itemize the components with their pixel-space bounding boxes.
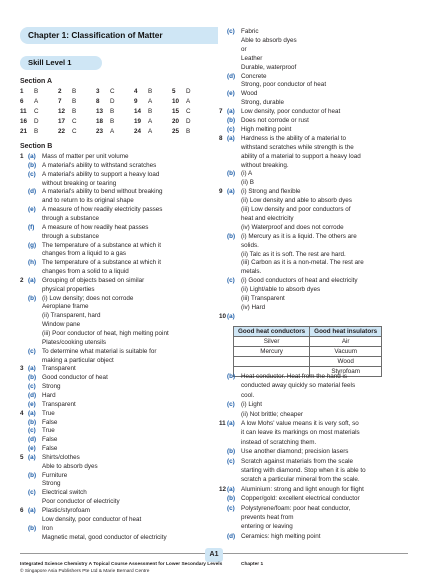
- question-number: 20: [172, 118, 180, 125]
- part-label: (a): [28, 507, 36, 514]
- answer-text: A material's ability to bend without breaking: [42, 188, 163, 196]
- question-number: 7: [219, 108, 223, 116]
- part-label: (a): [227, 108, 235, 116]
- part-label: (a): [227, 420, 235, 427]
- question-number: 6: [20, 507, 24, 514]
- answer-text: (ii) Light/able to absorb dyes: [241, 286, 321, 294]
- answer-text: Hard: [42, 391, 56, 399]
- answer-text: True: [42, 409, 55, 417]
- answer-text: solids.: [241, 241, 259, 249]
- question-number: 24: [134, 128, 142, 135]
- answer-text: Aluminium: strong and light enough for flight: [241, 485, 364, 493]
- page-number: A1: [205, 548, 223, 562]
- answer-text: entering or leaving: [241, 523, 293, 531]
- answer-letter: B: [148, 108, 153, 115]
- part-label: (a): [28, 453, 36, 461]
- part-label: (c): [28, 427, 36, 435]
- answer-text: Able to absorb dyes: [241, 36, 297, 44]
- answer-text: cool.: [241, 391, 255, 399]
- question-number: 21: [20, 128, 28, 135]
- answer-text: (i) Mercury as it is a liquid. The others are: [241, 232, 357, 240]
- answer-text: (ii) Talc as it is soft. The rest are hard.: [241, 250, 346, 258]
- answer-text: Able to absorb dyes: [42, 462, 98, 470]
- answer-letter: B: [72, 108, 77, 115]
- part-label: (b): [28, 418, 37, 426]
- part-label: (c): [227, 125, 235, 133]
- part-label: (e): [28, 400, 36, 408]
- answer-text: Plastic/styrofoam: [42, 507, 90, 514]
- answer-text: The temperature of a substance at which it: [42, 241, 162, 249]
- question-number: 3: [96, 88, 100, 95]
- answer-letter: B: [186, 128, 191, 135]
- question-number: 14: [134, 108, 142, 115]
- answer-text: Copper/gold: excellent electrical conductor: [241, 495, 360, 503]
- answer-text: Strong: [42, 480, 61, 488]
- answer-text: changes from a liquid to a gas: [42, 250, 127, 258]
- footer-chapter: Chapter 1: [241, 562, 264, 567]
- answer-letter: B: [34, 88, 39, 95]
- answer-text: False: [42, 436, 58, 444]
- part-label: (e): [28, 206, 36, 214]
- answer-text: starting with diamond. Stop when it is able to: [241, 467, 366, 474]
- question-number: 6: [20, 98, 24, 105]
- table-cell: [234, 357, 310, 367]
- table-row: [234, 357, 382, 367]
- chapter-title: Chapter 1: Classification of Matter: [28, 30, 163, 40]
- answer-text: it can leave its markings on most materials: [241, 429, 360, 437]
- question-number: 19: [134, 118, 142, 125]
- answer-letter: D: [186, 118, 191, 125]
- answer-letter: A: [148, 118, 153, 125]
- table-header: Good heat insulators: [310, 327, 382, 337]
- answer-letter: B: [110, 118, 115, 125]
- answer-letter: D: [110, 98, 115, 105]
- answer-text: Fabric: [241, 28, 259, 35]
- question-number: 8: [96, 98, 100, 105]
- part-label: (c): [28, 489, 36, 497]
- answer-letter: C: [72, 118, 77, 125]
- answer-text: Shirts/clothes: [42, 453, 80, 461]
- footer-copyright: © Singapore Asia Publishers Pte Ltd & Marie Bernard Centre: [20, 569, 150, 574]
- part-label: (a): [227, 134, 235, 142]
- answer-letter: A: [34, 98, 39, 105]
- answer-text: Durable, waterproof: [241, 63, 297, 71]
- part-label: (a): [28, 365, 36, 373]
- answer-text: (i) Low density; does not corrode: [42, 294, 134, 302]
- answer-text: (ii) Low density and able to absorb dyes: [241, 197, 352, 205]
- part-label: (b): [28, 524, 37, 532]
- part-label: (e): [227, 90, 235, 98]
- answer-text: (iii) Transparent: [241, 295, 285, 302]
- question-number: 10: [172, 98, 180, 105]
- answer-text: (ii) Not brittle; cheaper: [241, 410, 303, 418]
- question-number: 17: [58, 118, 66, 125]
- answer-letter: C: [34, 108, 39, 115]
- answer-text: (iv) Waterproof and does not corrode: [241, 223, 344, 231]
- table-cell: Wood: [310, 357, 382, 367]
- question-number: 7: [58, 98, 62, 105]
- question-number: 9: [134, 98, 138, 105]
- section-b-heading: Section B: [20, 143, 53, 150]
- part-label: (c): [28, 383, 36, 391]
- answer-text: Polystyrene/foam: poor heat conductor,: [241, 504, 351, 512]
- answer-text: Good conductor of heat: [42, 374, 108, 382]
- answer-text: To determine what material is suitable for: [42, 347, 157, 355]
- answer-text: Transparent: [42, 365, 76, 373]
- answer-text: Furniture: [42, 471, 68, 479]
- part-label: (c): [227, 277, 235, 285]
- answer-text: Iron: [42, 524, 53, 532]
- answer-text: (ii) Transparent, hard: [42, 312, 101, 320]
- answer-text: Grouping of objects based on similar: [42, 276, 145, 284]
- answer-letter: B: [148, 88, 153, 95]
- answer-text: changes from a solid to a liquid: [42, 268, 129, 276]
- part-label: (c): [28, 170, 36, 178]
- part-label: (b): [227, 117, 236, 124]
- answer-letter: B: [110, 108, 115, 115]
- question-number: 12: [58, 108, 66, 115]
- answer-text: Scratch against materials from the scale: [241, 457, 353, 465]
- part-label: (h): [28, 259, 37, 267]
- question-number: 4: [134, 88, 138, 95]
- question-number: 1: [20, 153, 24, 160]
- answer-letter: C: [186, 108, 191, 115]
- answer-text: Heat conductor. Heat from the hand is: [241, 373, 348, 380]
- question-number: 13: [96, 108, 104, 115]
- part-label: (a): [227, 485, 235, 493]
- part-label: (d): [28, 391, 37, 399]
- answer-text: through a substance: [42, 232, 100, 240]
- answer-text: Aeroplane frame: [42, 303, 89, 311]
- part-label: (b): [227, 170, 236, 178]
- question-number: 15: [172, 108, 180, 115]
- part-label: (e): [28, 445, 36, 453]
- answer-text: (iv) Hard: [241, 303, 266, 311]
- question-number: 23: [96, 128, 104, 135]
- part-label: (b): [28, 161, 37, 169]
- part-label: (b): [227, 373, 236, 380]
- part-label: (d): [28, 188, 37, 196]
- question-number: 5: [20, 453, 24, 461]
- answer-text: physical properties: [42, 285, 95, 293]
- part-label: (b): [28, 374, 37, 382]
- part-label: (c): [227, 28, 235, 35]
- answer-letter: A: [148, 128, 153, 135]
- answer-letter: B: [72, 98, 77, 105]
- question-number: 4: [20, 409, 24, 417]
- part-label: (a): [28, 276, 36, 284]
- table-cell: Silver: [234, 337, 310, 347]
- answer-text: and to return to its original shape: [42, 197, 134, 205]
- section-a-heading: Section A: [20, 78, 53, 85]
- question-number: 11: [20, 108, 27, 115]
- part-label: (b): [28, 294, 37, 302]
- part-label: (g): [28, 241, 37, 249]
- question-number: 1: [20, 88, 24, 95]
- answer-text: scratch a particular mineral from the scale.: [241, 476, 360, 484]
- table-row: [234, 337, 382, 347]
- part-label: (d): [28, 436, 37, 444]
- table-row: [234, 347, 382, 357]
- question-number: 2: [58, 88, 62, 95]
- table-cell: Vacuum: [310, 347, 382, 357]
- part-label: (d): [227, 72, 236, 80]
- skill-level-banner: [20, 56, 102, 70]
- part-label: (a): [227, 188, 235, 196]
- table-cell: Air: [310, 337, 382, 347]
- part-label: (c): [28, 347, 36, 355]
- question-number: 12: [219, 485, 227, 493]
- part-label: (a): [28, 153, 36, 160]
- answer-text: Strong, durable: [241, 99, 285, 107]
- footer-book-title: Integrated Science Chemistry A Topical Course Assessment for Lower Secondary Levels: [20, 562, 223, 567]
- answer-text: Ceramics: high melting point: [241, 532, 321, 540]
- question-number: 10: [219, 312, 227, 320]
- answer-text: (i) Strong and flexible: [241, 188, 301, 196]
- answer-text: High melting point: [241, 125, 292, 133]
- answer-text: Low density, poor conductor of heat: [241, 108, 341, 116]
- answer-text: A material's ability to withstand scratches: [42, 161, 157, 169]
- part-label: (f): [28, 223, 35, 231]
- answer-text: A material's ability to support a heavy load: [42, 170, 160, 178]
- answer-text: Poor conductor of electricity: [42, 498, 120, 506]
- answer-letter: A: [148, 98, 153, 105]
- answer-text: Use another diamond; precision lasers: [241, 448, 349, 456]
- answer-text: Strong: [42, 383, 61, 391]
- answer-text: metals.: [241, 268, 262, 276]
- part-label: (c): [227, 401, 235, 409]
- question-number: 11: [219, 420, 226, 427]
- question-number: 22: [58, 128, 66, 135]
- table-cell: Mercury: [234, 347, 310, 357]
- answer-text: making a particular object: [42, 356, 114, 364]
- answer-text: False: [42, 418, 58, 426]
- question-number: 16: [20, 118, 28, 125]
- skill-level-title: Skill Level 1: [28, 58, 72, 67]
- question-number: 5: [172, 88, 176, 95]
- answer-text: through a substance: [42, 214, 100, 222]
- answer-text: False: [42, 445, 58, 453]
- answer-text: True: [42, 427, 55, 435]
- answer-text: (iii) Poor conductor of heat, high melting point: [42, 330, 169, 337]
- answer-text: (i) A: [241, 170, 253, 178]
- answer-letter: D: [34, 118, 39, 125]
- answer-text: or: [241, 45, 247, 53]
- answer-text: Hardness is the ability of a material to: [241, 134, 346, 142]
- answer-text: Mass of matter per unit volume: [42, 153, 129, 160]
- table-cell: Styrofoam: [310, 367, 382, 377]
- answer-text: heat and electricity: [241, 214, 294, 222]
- question-number: 9: [219, 188, 223, 196]
- answer-text: instead of scratching them.: [241, 438, 317, 446]
- answer-text: (iii) Carbon as it is a non-metal. The rest are: [241, 259, 364, 267]
- answer-text: Window pane: [42, 321, 81, 329]
- answer-text: A measure of how readily heat passes: [42, 223, 149, 231]
- heat-conductors-table: [233, 326, 382, 377]
- part-label: (c): [227, 504, 235, 512]
- answer-letter: C: [110, 88, 115, 95]
- part-label: (b): [227, 495, 236, 503]
- part-label: (b): [227, 448, 236, 456]
- question-number: 2: [20, 276, 24, 284]
- answer-letter: B: [72, 88, 77, 95]
- answer-text: (iii) Low density and poor conductors of: [241, 206, 351, 213]
- answer-text: A low Mohs' value means it is very soft, so: [241, 420, 359, 427]
- answer-text: Strong, poor conductor of heat: [241, 81, 327, 89]
- answer-text: Low density, poor conductor of heat: [42, 515, 142, 523]
- answer-text: withstand scratches while strength is the: [241, 143, 354, 151]
- answer-letter: C: [72, 128, 77, 135]
- answer-text: Transparent: [42, 400, 76, 408]
- part-label: (c): [227, 457, 235, 465]
- answer-letter: B: [34, 128, 39, 135]
- question-number: 25: [172, 128, 180, 135]
- answer-text: Leather: [241, 54, 263, 62]
- answer-text: A measure of how readily electricity passes: [42, 206, 163, 214]
- answer-text: Plates/cooking utensils: [42, 338, 107, 346]
- answer-text: (ii) B: [241, 179, 254, 187]
- answer-letter: A: [186, 98, 191, 105]
- question-number: 18: [96, 118, 104, 125]
- answer-text: Wood: [241, 90, 258, 98]
- answer-text: (i) Good conductors of heat and electricity: [241, 277, 358, 285]
- answer-text: (i) Light: [241, 401, 262, 409]
- answer-letter: D: [186, 88, 191, 95]
- question-number: 8: [219, 134, 223, 142]
- answer-text: The temperature of a substance at which it: [42, 259, 162, 267]
- part-label: (b): [28, 471, 37, 479]
- answer-text: Concrete: [241, 72, 267, 80]
- answer-text: without breaking.: [241, 161, 289, 169]
- part-label: (a): [227, 312, 235, 320]
- question-number: 3: [20, 365, 24, 373]
- answer-text: ability of a material to support a heavy load: [241, 152, 361, 160]
- chapter-banner: [20, 27, 218, 44]
- answer-text: Electrical switch: [42, 489, 87, 497]
- answer-text: conducted away quickly so material feels: [241, 382, 356, 390]
- answer-text: prevents heat from: [241, 514, 294, 521]
- part-label: (d): [227, 532, 236, 540]
- table-header: Good heat conductors: [234, 327, 310, 337]
- answer-text: without breaking or tearing: [42, 179, 117, 187]
- answer-text: Magnetic metal, good conductor of electricity: [42, 533, 167, 541]
- part-label: (a): [28, 409, 36, 417]
- answer-text: Does not corrode or rust: [241, 117, 309, 124]
- answer-letter: A: [110, 128, 115, 135]
- part-label: (b): [227, 232, 236, 240]
